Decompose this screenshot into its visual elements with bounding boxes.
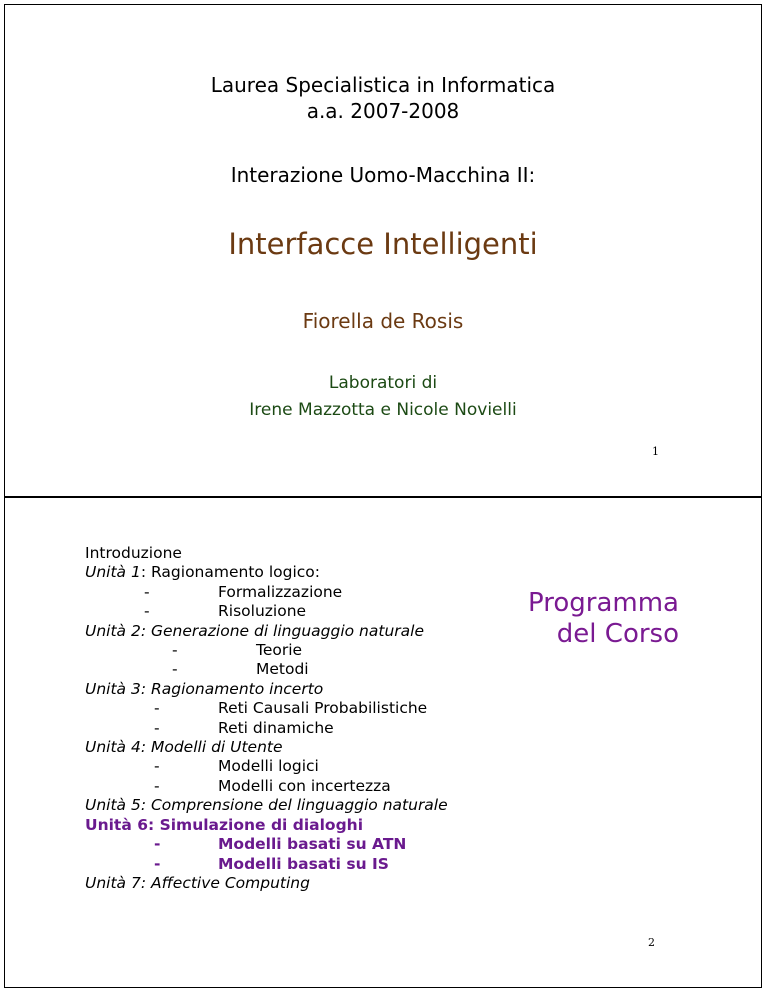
unit-4-sub-1 bbox=[85, 757, 448, 776]
dash: - bbox=[154, 776, 160, 795]
sub-item-label: Modelli basati su IS bbox=[218, 854, 389, 873]
dash: - bbox=[144, 582, 150, 601]
title-line-1: Programma bbox=[528, 588, 679, 618]
unit-1-rest: : Ragionamento logico: bbox=[140, 563, 320, 582]
page-number: 2 bbox=[648, 936, 655, 949]
slide-title: Interfacce Intelligenti bbox=[228, 227, 538, 261]
unit-1-sub-1 bbox=[85, 583, 448, 602]
unit-6: Unità 6: Simulazione di dialoghi bbox=[85, 815, 364, 834]
unit-4: Unità 4: Modelli di Utente bbox=[85, 738, 283, 757]
title-line-2: del Corso bbox=[556, 619, 679, 649]
unit-3-sub-2 bbox=[85, 719, 448, 738]
unit-2-sub-2 bbox=[85, 660, 448, 679]
page-number: 1 bbox=[652, 445, 659, 458]
sub-item-label: Formalizzazione bbox=[218, 582, 343, 601]
sub-item-label: Teorie bbox=[256, 641, 303, 660]
course-name: Interazione Uomo-Macchina II: bbox=[230, 163, 536, 187]
unit-1-prefix: Unità 1 bbox=[85, 563, 141, 582]
program-list bbox=[85, 544, 448, 893]
sub-item-label: Modelli con incertezza bbox=[218, 776, 391, 795]
unit-5: Unità 5: Comprensione del linguaggio naturale bbox=[85, 796, 448, 815]
unit-7: Unità 7: Affective Computing bbox=[85, 873, 310, 892]
dash: - bbox=[154, 699, 160, 718]
sub-item-label: Modelli basati su ATN bbox=[218, 835, 407, 854]
slide-1 bbox=[4, 4, 762, 497]
dash: - bbox=[154, 718, 160, 737]
sub-item-label: Modelli logici bbox=[218, 757, 319, 776]
sub-item-label: Reti dinamiche bbox=[218, 718, 334, 737]
unit-2: Unità 2: Generazione di linguaggio naturale bbox=[85, 621, 424, 640]
academic-year: a.a. 2007-2008 bbox=[306, 99, 460, 123]
degree-line: Laurea Specialistica in Informatica bbox=[210, 73, 556, 97]
slide-2 bbox=[4, 497, 762, 988]
author: Fiorella de Rosis bbox=[302, 309, 464, 333]
labs-label: Laboratori di bbox=[328, 373, 438, 393]
dash: - bbox=[154, 854, 161, 873]
unit-3: Unità 3: Ragionamento incerto bbox=[85, 679, 324, 698]
unit-2-sub-1 bbox=[85, 641, 448, 660]
dash: - bbox=[172, 641, 178, 660]
unit-1 bbox=[85, 563, 448, 582]
unit-6-sub-2 bbox=[85, 855, 448, 874]
sub-item-label: Reti Causali Probabilistiche bbox=[218, 699, 428, 718]
dash: - bbox=[154, 757, 160, 776]
dash: - bbox=[144, 602, 150, 621]
unit-6-sub-1 bbox=[85, 835, 448, 854]
slide-title bbox=[528, 588, 679, 650]
sub-item-label: Metodi bbox=[256, 660, 309, 679]
labs-names: Irene Mazzotta e Nicole Novielli bbox=[249, 400, 517, 420]
unit-4-sub-2 bbox=[85, 777, 448, 796]
dash: - bbox=[172, 660, 178, 679]
unit-1-sub-2 bbox=[85, 602, 448, 621]
dash: - bbox=[154, 835, 161, 854]
sub-item-label: Risoluzione bbox=[218, 602, 307, 621]
intro-item: Introduzione bbox=[85, 544, 182, 562]
unit-3-sub-1 bbox=[85, 699, 448, 718]
